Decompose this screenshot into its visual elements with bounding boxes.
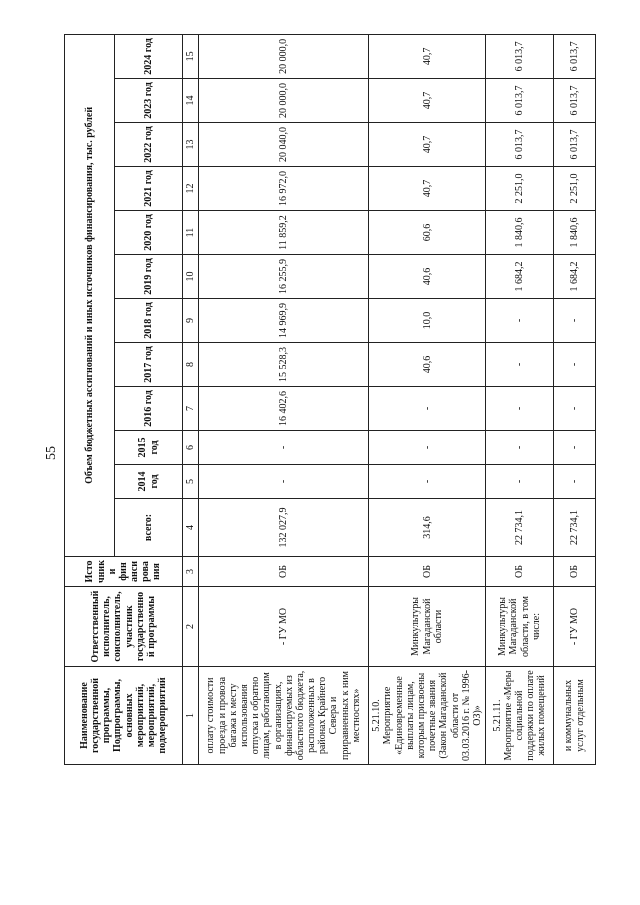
row-total: 132 027,9	[199, 499, 369, 557]
volume-header: Объем бюджетных ассигнований и иных источников финансирования, тыс. рублей	[65, 34, 115, 556]
row-executor: Минкультуры Магаданской области	[369, 587, 486, 667]
year-header: 2019 год	[115, 255, 183, 299]
column-index: 5	[183, 465, 199, 499]
row-year-value: 6 013,7	[554, 34, 596, 78]
row-year-value: -	[369, 465, 486, 499]
column-index: 15	[183, 34, 199, 78]
row-year-value: -	[554, 465, 596, 499]
row-source: ОБ	[199, 557, 369, 587]
column-index: 9	[183, 299, 199, 343]
table-row	[369, 34, 486, 764]
table-row	[554, 34, 596, 764]
source-header: Источники финансирования	[65, 557, 183, 587]
table-row	[486, 34, 554, 764]
row-year-value: 1 840,6	[554, 211, 596, 255]
column-index: 4	[183, 499, 199, 557]
row-year-value: 40,7	[369, 34, 486, 78]
row-year-value: 6 013,7	[486, 79, 554, 123]
row-year-value: 6 013,7	[554, 123, 596, 167]
row-year-value: -	[369, 387, 486, 431]
row-year-value: -	[486, 299, 554, 343]
column-index: 8	[183, 343, 199, 387]
year-header: 2021 год	[115, 167, 183, 211]
row-year-value: -	[486, 387, 554, 431]
row-year-value: -	[554, 299, 596, 343]
row-executor: Минкультуры Магаданской области, в том числе:	[486, 587, 554, 667]
row-year-value: 1 840,6	[486, 211, 554, 255]
page-number: 55	[44, 446, 59, 460]
year-header: 2022 год	[115, 123, 183, 167]
row-year-value: 40,7	[369, 167, 486, 211]
row-year-value: 60,6	[369, 211, 486, 255]
row-year-value: 6 013,7	[486, 123, 554, 167]
header-row-1	[65, 34, 115, 764]
row-source: ОБ	[369, 557, 486, 587]
row-name: 5.21.10. Мероприятие «Единовременные выплаты лицам, которым присвоены почетные звания (Закон Магаданской области от 03.03.2016 г. № 1996-ОЗ)»	[369, 667, 486, 765]
row-year-value: 20 000,0	[199, 79, 369, 123]
row-name: 5.21.11. Мероприятие «Меры социальной поддержки по оплате жилых помещений	[486, 667, 554, 765]
total-header: всего:	[115, 499, 183, 557]
row-year-value: 40,6	[369, 255, 486, 299]
row-year-value: -	[486, 465, 554, 499]
column-index: 3	[183, 557, 199, 587]
year-header: 2014 год	[115, 465, 183, 499]
row-name: и коммунальных услуг отдельным	[554, 667, 596, 765]
year-header: 2023 год	[115, 79, 183, 123]
row-source: ОБ	[554, 557, 596, 587]
row-year-value: 16 255,9	[199, 255, 369, 299]
column-index: 11	[183, 211, 199, 255]
financing-table	[64, 34, 596, 765]
year-header: 2020 год	[115, 211, 183, 255]
row-year-value: 40,7	[369, 79, 486, 123]
year-header: 2015 год	[115, 431, 183, 465]
column-index: 12	[183, 167, 199, 211]
row-year-value: 15 528,3	[199, 343, 369, 387]
row-year-value: 14 969,9	[199, 299, 369, 343]
row-year-value: 2 251,0	[486, 167, 554, 211]
row-name: оплату стоимости проезда и провоза багажа к месту использования отпуска и обратно лицам, работающим в организациях, финансируемых из областного бюджета, расположенных в районах Крайнего Севера и приравненных к ним местностях»	[199, 667, 369, 765]
table-row	[199, 34, 369, 764]
row-total: 22 734,1	[554, 499, 596, 557]
name-header: Наименование государственной программы, Подпрограммы, основных мероприятий, мероприятий, подмероприятий	[65, 667, 183, 765]
row-year-value: -	[199, 431, 369, 465]
row-year-value: 10,0	[369, 299, 486, 343]
column-index: 10	[183, 255, 199, 299]
row-total: 22 734,1	[486, 499, 554, 557]
year-header: 2016 год	[115, 387, 183, 431]
executor-header: Ответственный исполнитель, соисполнитель, участник государственной программы	[65, 587, 183, 667]
row-total: 314,6	[369, 499, 486, 557]
column-index: 1	[183, 667, 199, 765]
row-year-value: 20 040,0	[199, 123, 369, 167]
row-year-value: 6 013,7	[554, 79, 596, 123]
row-source: ОБ	[486, 557, 554, 587]
row-year-value: -	[199, 465, 369, 499]
year-header: 2018 год	[115, 299, 183, 343]
row-year-value: 11 859,2	[199, 211, 369, 255]
row-year-value: 2 251,0	[554, 167, 596, 211]
column-index: 6	[183, 431, 199, 465]
row-year-value: 16 402,6	[199, 387, 369, 431]
row-year-value: 20 000,0	[199, 34, 369, 78]
row-executor: - ГУ МО	[554, 587, 596, 667]
column-index: 2	[183, 587, 199, 667]
row-executor: - ГУ МО	[199, 587, 369, 667]
row-year-value: -	[486, 343, 554, 387]
column-index: 13	[183, 123, 199, 167]
row-year-value: -	[554, 387, 596, 431]
row-year-value: 40,7	[369, 123, 486, 167]
row-year-value: -	[486, 431, 554, 465]
year-header: 2024 год	[115, 34, 183, 78]
column-index: 7	[183, 387, 199, 431]
row-year-value: -	[554, 343, 596, 387]
row-year-value: 40,6	[369, 343, 486, 387]
year-header: 2017 год	[115, 343, 183, 387]
column-index: 14	[183, 79, 199, 123]
row-year-value: 6 013,7	[486, 34, 554, 78]
row-year-value: 16 972,0	[199, 167, 369, 211]
row-year-value: 1 684,2	[486, 255, 554, 299]
row-year-value: -	[554, 431, 596, 465]
row-year-value: -	[369, 431, 486, 465]
row-year-value: 1 684,2	[554, 255, 596, 299]
column-index-row	[183, 34, 199, 764]
